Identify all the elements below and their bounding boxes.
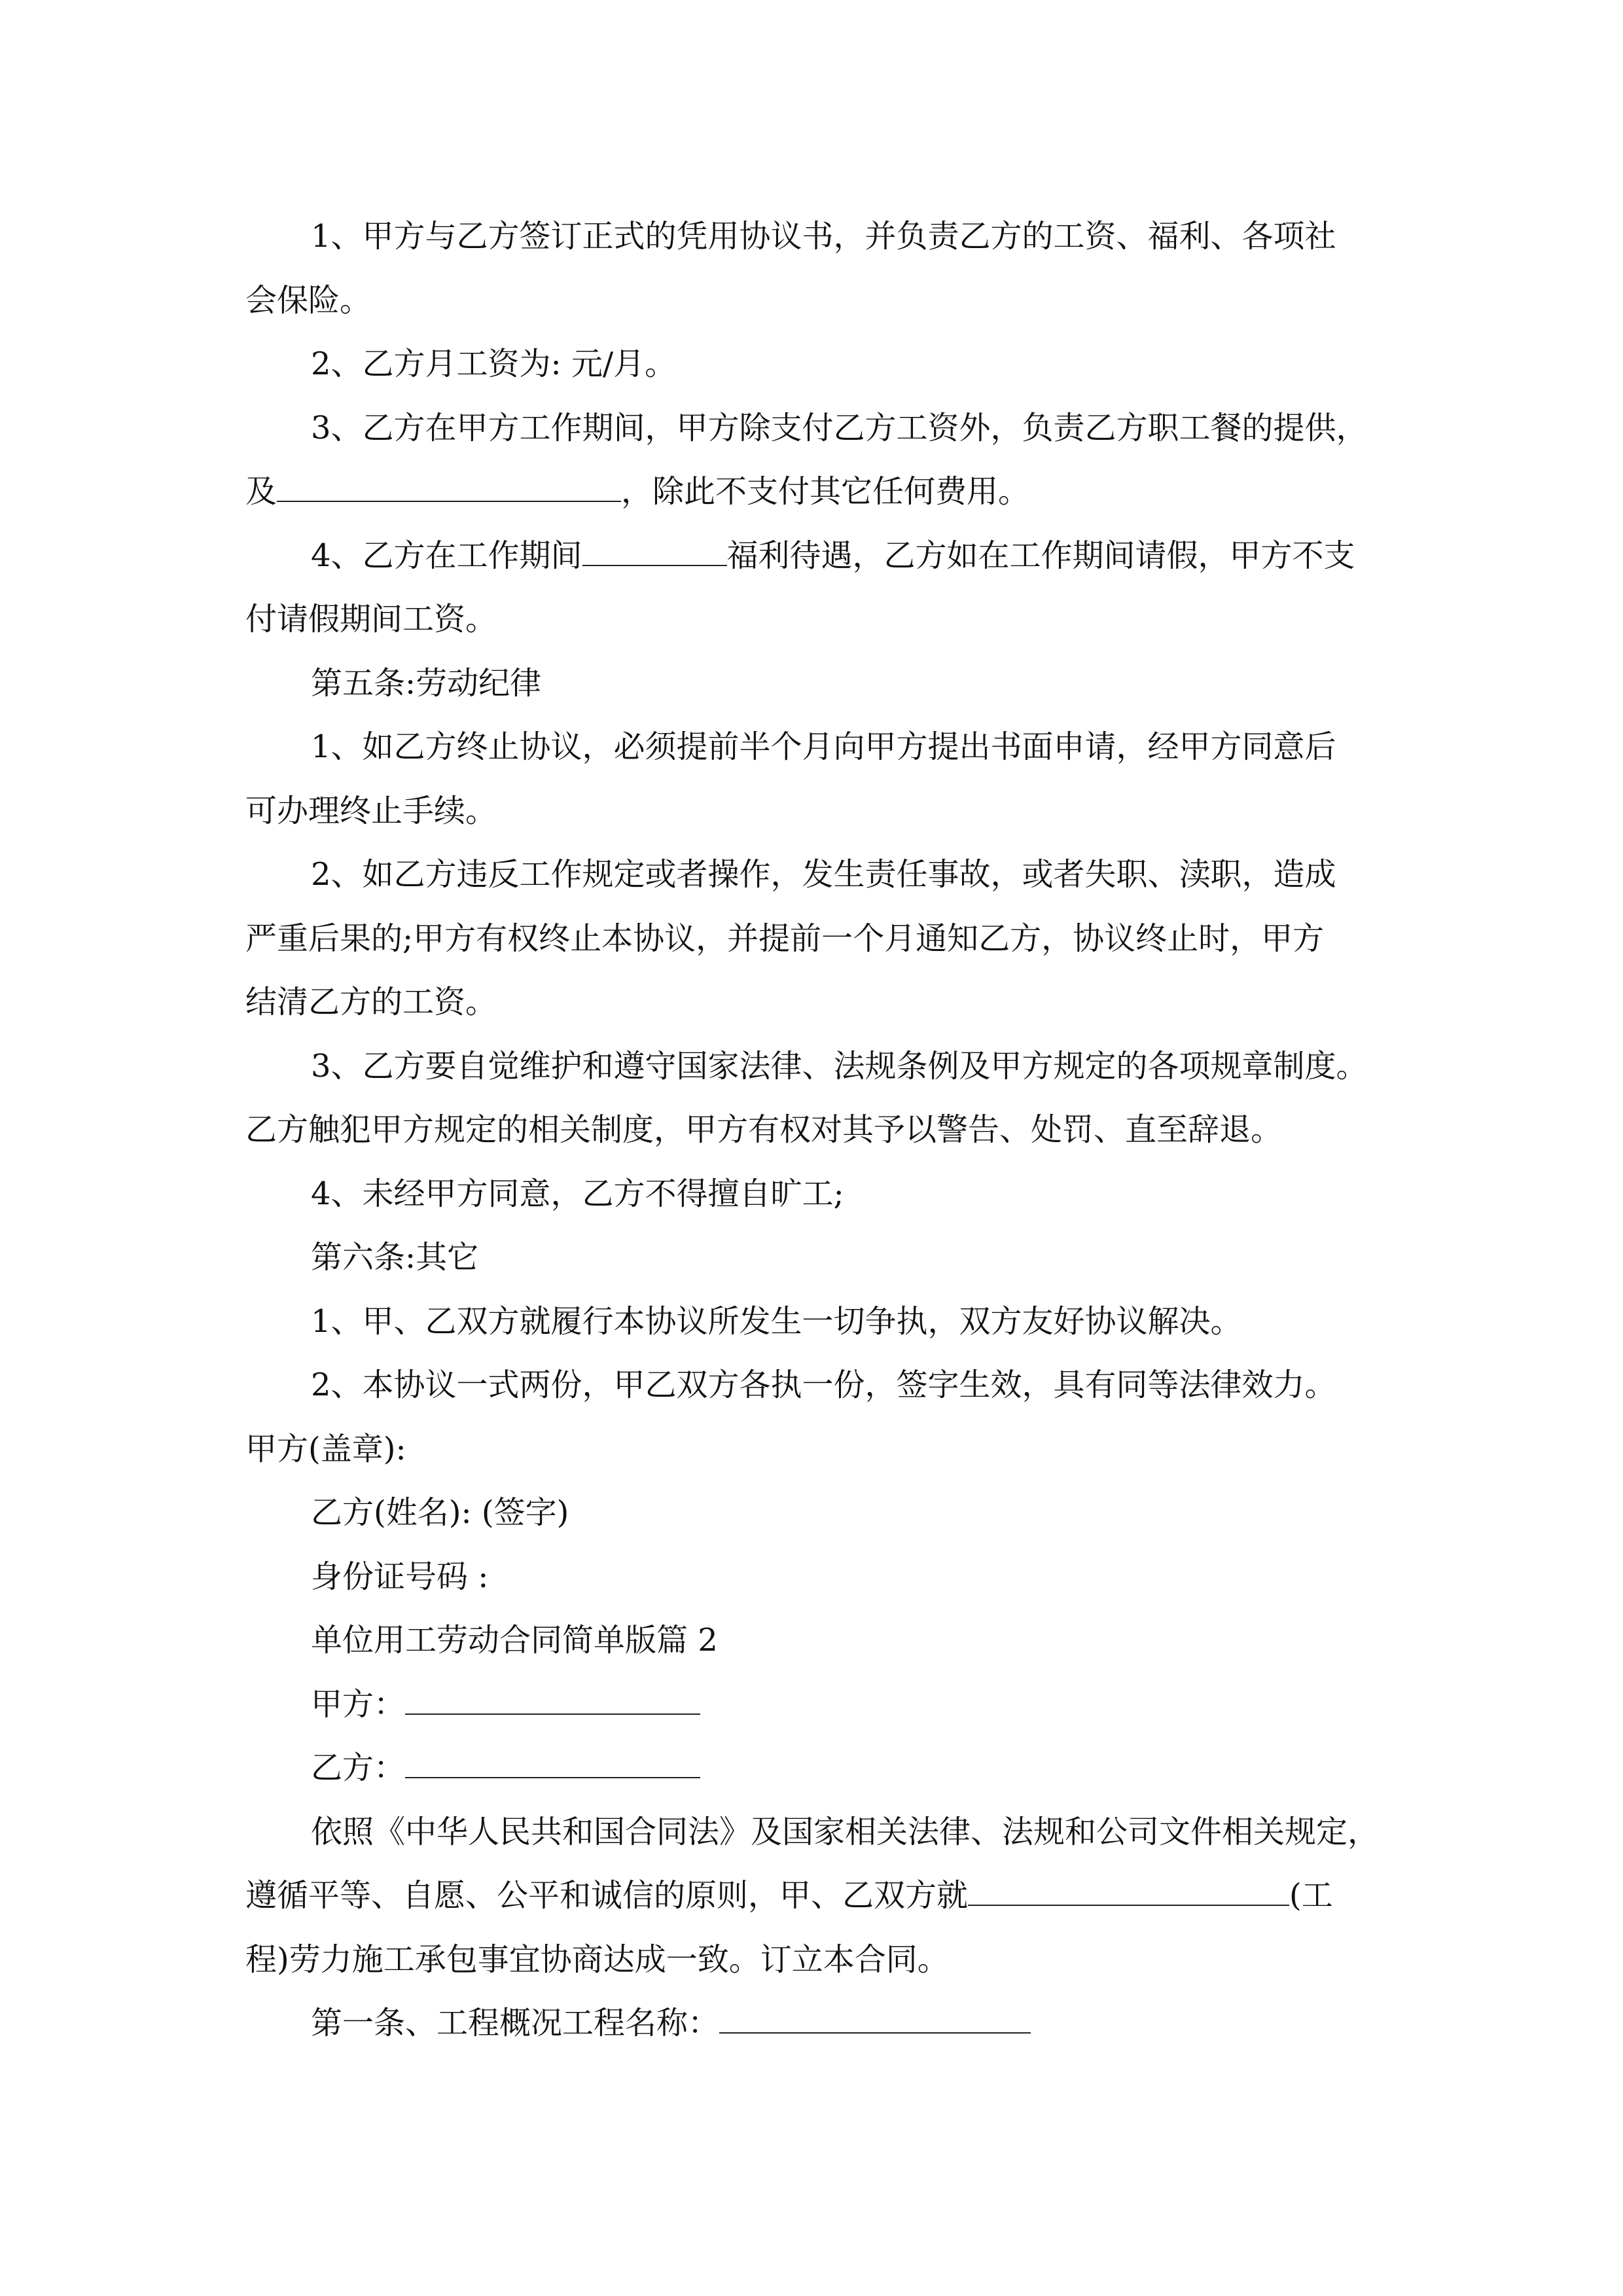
signature-line: 乙方(姓名): (签字) [311,1494,569,1531]
section-heading: 第六条:其它 [311,1239,479,1276]
paragraph-line: 3、乙方要自觉维护和遵守国家法律、法规条例及甲方规定的各项规章制度。 [311,1047,1368,1085]
line-text: 第一条、工程概况工程名称： [311,2005,720,2041]
fill-in-blank [582,539,727,566]
paragraph-line: 乙方触犯甲方规定的相关制度，甲方有权对其予以警告、处罚、直至辞退。 [245,1111,1283,1148]
paragraph-line: 1、如乙方终止协议，必须提前半个月向甲方提出书面申请，经甲方同意后 [311,728,1336,765]
fill-in-blank [968,1878,1289,1906]
line-text: 4、乙方在工作期间 [311,537,582,574]
fill-in-blank [277,475,621,502]
document-page [245,205,1387,2056]
paragraph-line: 1、甲方与乙方签订正式的凭用协议书，并负责乙方的工资、福利、各项社 [311,218,1336,255]
line-text: 乙方： [311,1749,406,1786]
fill-in-blank [405,1751,700,1778]
line-text: (工 [1289,1877,1333,1914]
party-line [245,1673,1387,1737]
paragraph-line: 付请假期间工资。 [245,601,497,637]
id-number-line: 身份证号码 : [311,1558,489,1595]
paragraph-line [245,1864,1387,1928]
paragraph-line: 会保险。 [245,281,372,319]
paragraph-line: 2、本协议一式两份，甲乙双方各执一份，签字生效，具有同等法律效力。 [311,1367,1336,1403]
paragraph-line: 4、未经甲方同意，乙方不得擅自旷工; [311,1175,844,1212]
line-text: 及 [245,473,277,510]
paragraph-line: 依照《中华人民共和国合同法》及国家相关法律、法规和公司文件相关规定， [311,1813,1380,1850]
paragraph-line: 2、如乙方违反工作规定或者操作，发生责任事故，或者失职、渎职，造成 [311,856,1336,893]
paragraph-line: 严重后果的;甲方有权终止本协议，并提前一个月通知乙方，协议终止时，甲方 [245,920,1325,957]
signature-line: 甲方(盖章): [245,1430,406,1467]
line-text: 甲方： [311,1685,406,1723]
contract-title: 单位用工劳动合同简单版篇 2 [311,1622,718,1659]
paragraph-line [245,524,1387,588]
paragraph-line [245,1992,1387,2056]
paragraph-line [245,460,1387,524]
line-text: 遵循平等、自愿、公平和诚信的原则，甲、乙双方就 [245,1877,969,1914]
line-text: ，除此不支付其它任何费用。 [621,473,1030,510]
paragraph-line: 3、乙方在甲方工作期间，甲方除支付乙方工资外，负责乙方职工餐的提供， [311,409,1368,446]
paragraph-line: 2、乙方月工资为: 元/月。 [311,346,677,382]
paragraph-line: 结清乙方的工资。 [245,984,497,1020]
paragraph-line: 1、甲、乙双方就履行本协议所发生一切争执，双方友好协议解决。 [311,1302,1242,1340]
paragraph-line: 程)劳力施工承包事宜协商达成一致。订立本合同。 [245,1941,949,1978]
line-text: 福利待遇，乙方如在工作期间请假，甲方不支 [726,537,1355,574]
party-line [245,1736,1387,1801]
paragraph-line: 可办理终止手续。 [245,792,497,829]
section-heading: 第五条:劳动纪律 [311,664,542,702]
fill-in-blank [405,1687,700,1715]
fill-in-blank [719,2006,1031,2034]
